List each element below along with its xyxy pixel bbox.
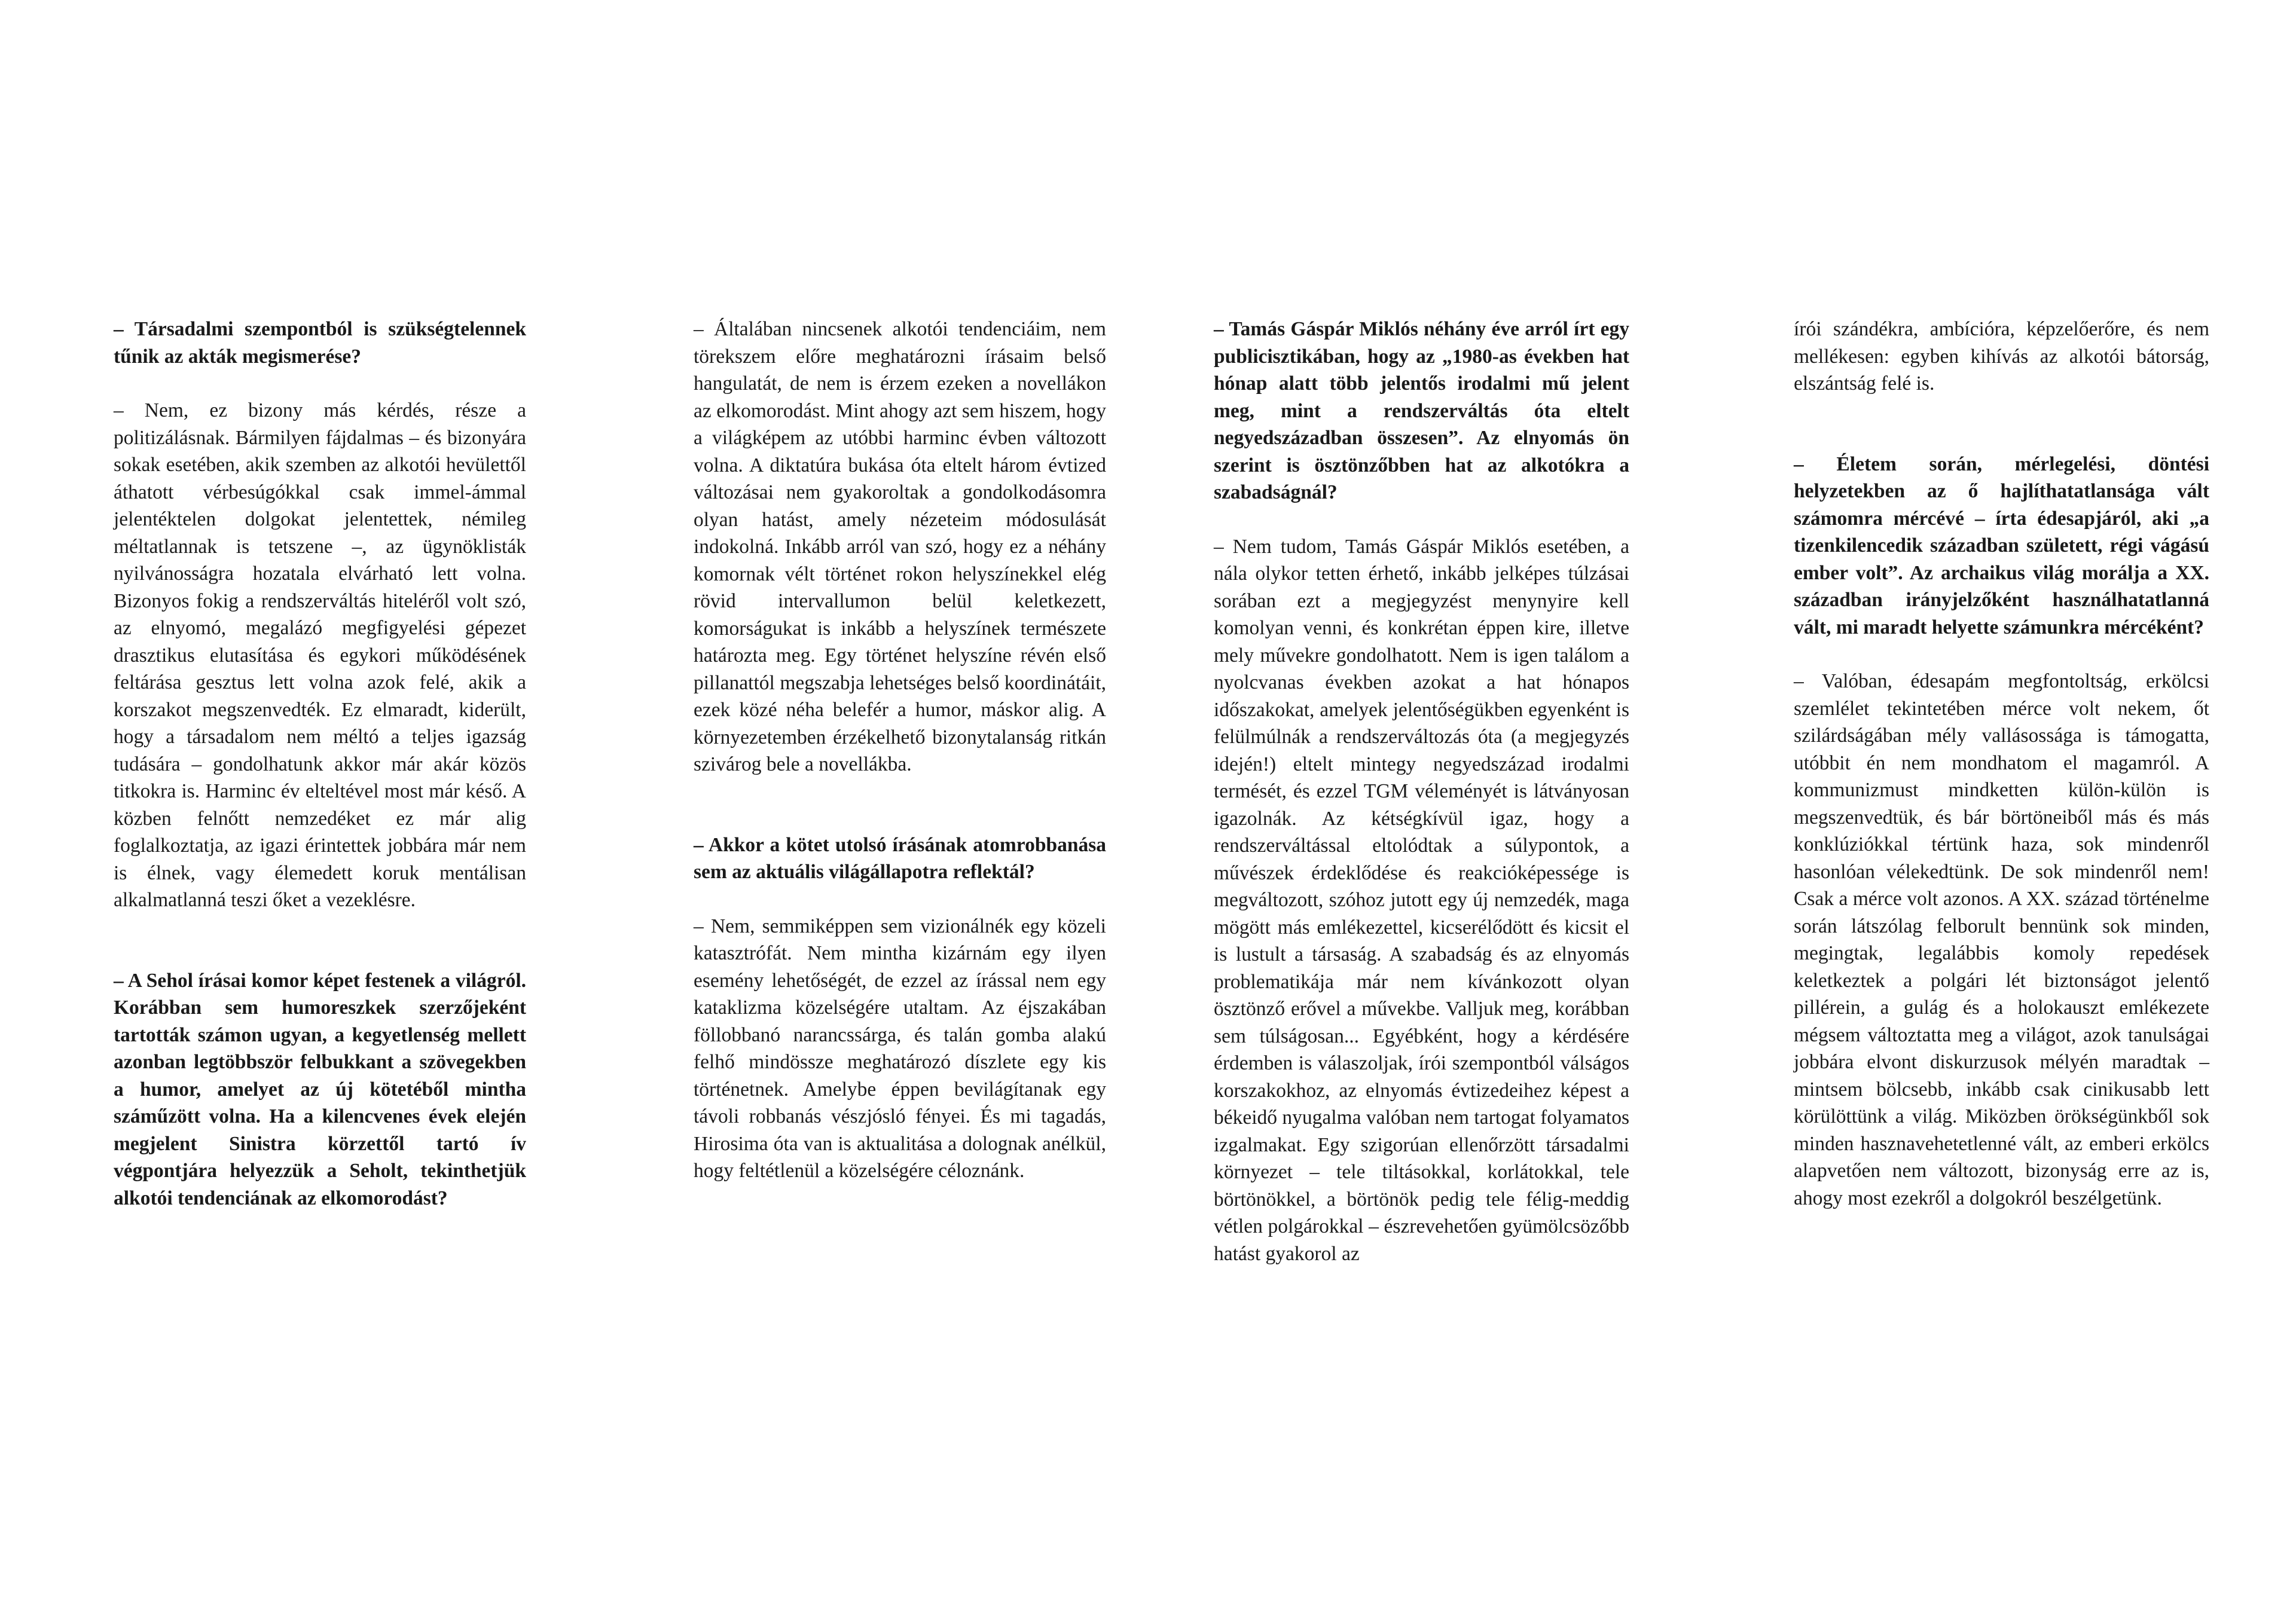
interview-question: – A Sehol írásai komor képet festenek a világról. Korábban sem humoreszkek szerzőjeként tartották számon ugyan, a kegyetlenség mellett azonban legtöbbször felbukkant a szövegekben a humor, amelyet az új kötetéből mintha száműzött volna. Ha a kilencvenes évek elején megjelent Sinistra körzettől tartó ív végpontjára helyezzük a Seholt, tekinthetjük alkotói tendenciának az elkomorodást?: [114, 969, 526, 1209]
interview-question: – Életem során, mérlegelési, döntési helyzetekben az ő hajlíthatatlansága vált számomra mércévé – írta édesapjáról, aki „a tizenkilencedik században született, régi vágású ember volt”. Az archaikus világ morálja a XX. században irányjelzőként használhatatlanná vált, mi maradt helyette számunkra mércéként?: [1794, 453, 2209, 638]
interview-question: – Tamás Gáspár Miklós néhány éve arról írt egy publicisztikában, hogy az „1980-as években hat hónap alatt több jelentős irodalmi mű jelent meg, mint a rendszerváltás óta eltelt negyedszázadban összesen”. Az elnyomás ön szerint is ösztönzőbben hat az alkotókra a szabadságnál?: [1214, 318, 1629, 503]
interview-answer: írói szándékra, ambícióra, képzelőerőre, és nem mellékesen: egyben kihívás az alkotói bátorság, elszántság felé is.: [1794, 318, 2209, 395]
interview-answer: – Nem, semmiképpen sem vizionálnék egy közeli katasztrófát. Nem mintha kizárnám egy ilyen esemény lehetőségét, de ezzel az írással nem egy kataklizma közelségére utaltam. Az éjszakában föllobbanó narancssárga, és talán gomba alakú felhő mindössze meghatározó díszlete egy kis történetnek. Amelybe éppen bevilágítanak egy távoli robbanás vészjósló fényei. És mi tagadás, Hirosima óta van is aktualitása a dolognak anélkül, hogy feltétlenül a közelségére céloznánk.: [694, 915, 1106, 1182]
text-column-4: [1794, 316, 2209, 1212]
interview-answer: – Nem, ez bizony más kérdés, része a politizálásnak. Bármilyen fájdalmas – és bizonyára sokak esetében, akik szemben az alkotói hevülettől áthatott vérbesúgókkal csak immel-ámmal jelentéktelen dolgokat jelentettek, némileg méltatlannak is tetszene –, az ügynöklisták nyilvánosságra hozatala elvárható lett volna. Bizonyos fokig a rendszerváltás hiteléről volt szó, az elnyomó, megalázó megfigyelési gépezet drasztikus elutasítása és egykori működésének feltárása gesztus lett volna azok felé, akik a korszakot megszenvedték. Ez elmaradt, kiderült, hogy a társadalom nem méltó a teljes igazság tudására – gondolhatunk akkor már akár közös titkokra is. Harminc év elteltével most már késő. A közben felnőtt nemzedéket ez már alig foglalkoztatja, az igazi érintettek jobbára már nem is élnek, vagy élemedett koruk mentálisan alkalmatlanná teszi őket a vezeklésre.: [114, 399, 526, 911]
interview-answer: – Valóban, édesapám megfontoltság, erkölcsi szemlélet tekintetében mérce volt nekem, őt szilárdságában mély vallásossága is támogatta, utóbbit én nem mondhatom el magamról. A kommunizmust mindketten külön-külön is megszenvedtük, és bár börtöneiből más és más konklúziókkal tértünk haza, sok mindenről hasonlóan vélekedtünk. De sok mindenről nem! Csak a mérce volt azonos. A XX. század történelme során látszólag felborult bennünk sok minden, megingtak, legalábbis komoly repedések keletkeztek a polgári lét biztonságot jelentő pillérein, a gulág és a holokauszt emlékezete mégsem változtatta meg a világot, azok tanulságai jobbára elvont diskurzusok mélyén maradtak – mintsem bölcsebb, inkább csak cinikusabb lett körülöttünk a világ. Miközben örökségünkből sok minden hasznavehetetlenné vált, az emberi erkölcs alapvetően nem változott, bizonyság erre az is, ahogy most ezekről a dolgokról beszélgetünk.: [1794, 670, 2209, 1209]
interview-question: – Társadalmi szempontból is szükségtelennek tűnik az akták megismerése?: [114, 318, 526, 368]
text-column-2: [694, 316, 1106, 1185]
interview-answer: – Nem tudom, Tamás Gáspár Miklós esetében, a nála olykor tetten érhető, inkább jelképes túlzásai sorában ezt a megjegyzést menynyire kell komolyan venni, és konkrétan éppen kire, illetve mely művekre gondolhatott. Nem is igen találom a nyolcvanas években azokat a hat hónapos időszakokat, amelyek jelentőségükben egyenként is felülmúlnák a rendszerváltozás óta (a megjegyzés idején!) eltelt mintegy negyedszázad irodalmi termését, és ezzel TGM véleményét is látványosan igazolnák. Az kétségkívül igaz, hogy a rendszerváltással eltolódtak a súlypontok, a művészek érdeklődése és reakcióképessége is megváltozott, szóhoz jutott egy új nemzedék, maga mögött más emlékezettel, kicserélődött és kicsit el is lustult a társaság. A szabadság és az elnyomás problematikája már nem kívánkozott olyan ösztönző erővel a művekbe. Valljuk meg, korábban sem túlságosan... Egyébként, hogy a kérdésére érdemben is válaszoljak, írói szempontból válságos korszakokhoz, az elnyomás évtizedeihez képest a békeidő nyugalma valóban nem tartogat folyamatos izgalmakat. Egy szigorúan ellenőrzött társadalmi környezet – tele tiltásokkal, korlátokkal, tele börtönökkel, a börtönök pedig tele félig-meddig vétlen polgárokkal – észrevehetően gyümölcsözőbb hatást gyakorol az: [1214, 535, 1629, 1265]
text-column-1: [114, 316, 526, 1212]
interview-answer: – Általában nincsenek alkotói tendenciáim, nem törekszem előre meghatározni írásaim belső hangulatát, de nem is érzem ezeken a novellákon az elkomorodást. Mint ahogy azt sem hiszem, hogy a világképem az utóbbi harminc évben változott volna. A diktatúra bukása óta eltelt három évtized változásai nem gyakoroltak a gondolkodásomra olyan hatást, amely nézeteim módosulását indokolná. Inkább arról van szó, hogy ez a néhány komornak vélt történet rokon helyszínekkel elég rövid intervallumon belül keletkezett, komorságukat is inkább a helyszínek természete határozta meg. Egy történet helyszíne révén első pillanattól megszabja lehetséges belső koordinátáit, ezek közé néha belefér a humor, máskor alig. A környezetemben érzékelhető bizonytalanság ritkán szivárog bele a novellákba.: [694, 318, 1106, 775]
text-column-3: [1214, 316, 1629, 1267]
interview-question: – Akkor a kötet utolsó írásának atomrobbanása sem az aktuális világállapotra reflektál?: [694, 833, 1106, 883]
